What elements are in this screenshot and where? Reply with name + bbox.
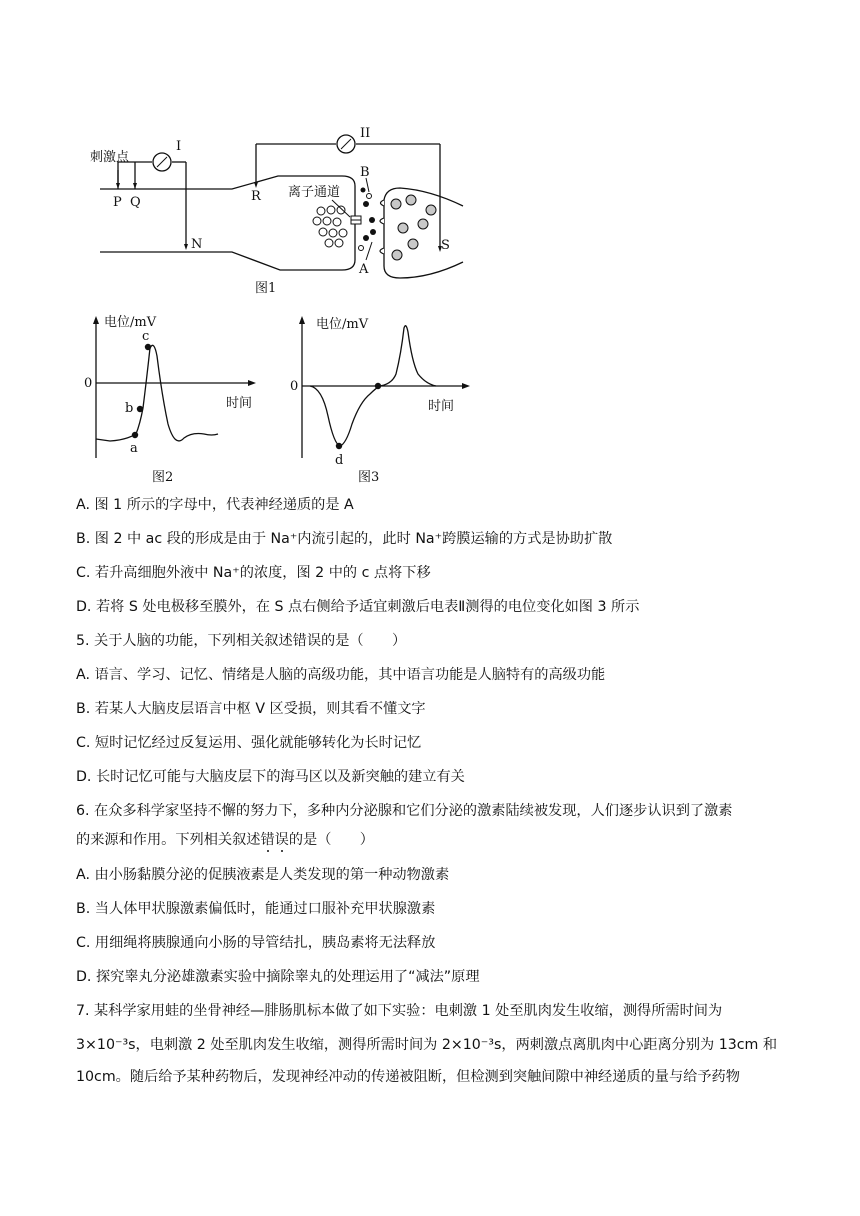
axon-outline-bottom [100,224,355,270]
action-potential-curve [96,345,218,441]
figure-3-ylabel: 电位/mV [316,317,369,332]
q7-line-2: 3×10⁻³s，电刺激 2 处至肌肉发生收缩，测得所需时间为 2×10⁻³s，两刺激点离肌肉中心距离分别为 13cm 和 [76,1037,778,1053]
figure-1 [80,120,480,300]
figure-2 [80,306,270,486]
point-s: S [441,238,450,253]
q7-line-3: 10cm。随后给予某种药物后，发现神经冲动的传递被阻断，但检测到突触间隙中神经递质的量与给予药物 [76,1069,740,1085]
ion-channel-label: 离子通道 [288,185,341,200]
q6-stem-post: 的是（ ） [288,832,374,848]
point-b-marker [137,406,143,412]
figure-2-xlabel: 时间 [226,396,253,411]
q6-emphasis-1: 错 [260,832,275,848]
q4-option-c: C. 若升高细胞外液中 Na⁺的浓度，图 2 中的 c 点将下移 [76,565,431,581]
q6-option-c: C. 用细绳将胰腺通向小肠的导管结扎，胰岛素将无法释放 [76,935,436,951]
q6-stem-line-1: 6. 在众多科学家坚持不懈的努力下，多种内分泌腺和它们分泌的激素陆续被发现，人们逐步认识到了激素 [76,803,733,819]
point-c-marker [145,344,151,350]
figure-3-zero: 0 [290,379,299,394]
stim-label: 刺激点 [90,150,130,165]
q6-stem-line-2 [76,830,374,850]
figure-1-caption: 图1 [255,281,277,296]
point-a-marker [132,432,138,438]
figure-3-xlabel: 时间 [428,399,455,414]
q6-option-d: D. 探究睾丸分泌雄激素实验中摘除睾丸的处理运用了“减法”原理 [76,969,480,985]
q6-emphasis-2: 误 [274,832,289,848]
point-p: P [113,195,122,210]
point-n: N [191,237,203,252]
q4-option-d: D. 若将 S 处电极移至膜外，在 S 点右侧给予适宜刺激后电表Ⅱ测得的电位变化如图 3 所示 [76,599,640,615]
point-q: Q [130,195,141,210]
figure-2-zero: 0 [84,376,93,391]
meter-1-label: I [176,139,182,154]
meter-2-label: II [360,126,371,141]
figure-2-ylabel: 电位/mV [104,315,157,330]
q5-option-d: D. 长时记忆可能与大脑皮层下的海马区以及新突触的建立有关 [76,769,465,785]
label-c: c [142,329,150,344]
figure-2-caption: 图2 [152,470,174,485]
point-a: A [359,262,369,277]
q4-option-b: B. 图 2 中 ac 段的形成是由于 Na⁺内流引起的，此时 Na⁺跨膜运输的方式是协助扩散 [76,531,613,547]
q5-stem: 5. 关于人脑的功能，下列相关叙述错误的是（ ） [76,633,407,649]
point-d-marker [336,443,342,449]
q5-option-a: A. 语言、学习、记忆、情绪是人脑的高级功能，其中语言功能是人脑特有的高级功能 [76,667,606,683]
q6-option-a: A. 由小肠黏膜分泌的促胰液素是人类发现的第一种动物激素 [76,867,450,883]
q5-option-b: B. 若某人大脑皮层语言中枢 V 区受损，则其看不懂文字 [76,701,426,717]
q4-option-a: A. 图 1 所示的字母中，代表神经递质的是 A [76,497,354,513]
q7-line-1: 7. 某科学家用蛙的坐骨神经—腓肠肌标本做了如下实验：电刺激 1 处至肌肉发生收缩，测得所需时间为 [76,1003,723,1019]
crossing-marker [375,383,381,389]
figure-3-caption: 图3 [358,470,380,485]
q6-stem-pre: 的来源和作用。下列相关叙述 [76,832,261,848]
label-b: b [125,401,134,416]
point-r: R [251,189,261,204]
figure-3 [288,306,478,486]
label-d: d [335,453,344,468]
label-a: a [130,441,138,456]
q6-option-b: B. 当人体甲状腺激素偏低时，能通过口服补充甲状腺激素 [76,901,436,917]
q5-option-c: C. 短时记忆经过反复运用、强化就能够转化为长时记忆 [76,735,422,751]
point-b: B [360,165,370,180]
